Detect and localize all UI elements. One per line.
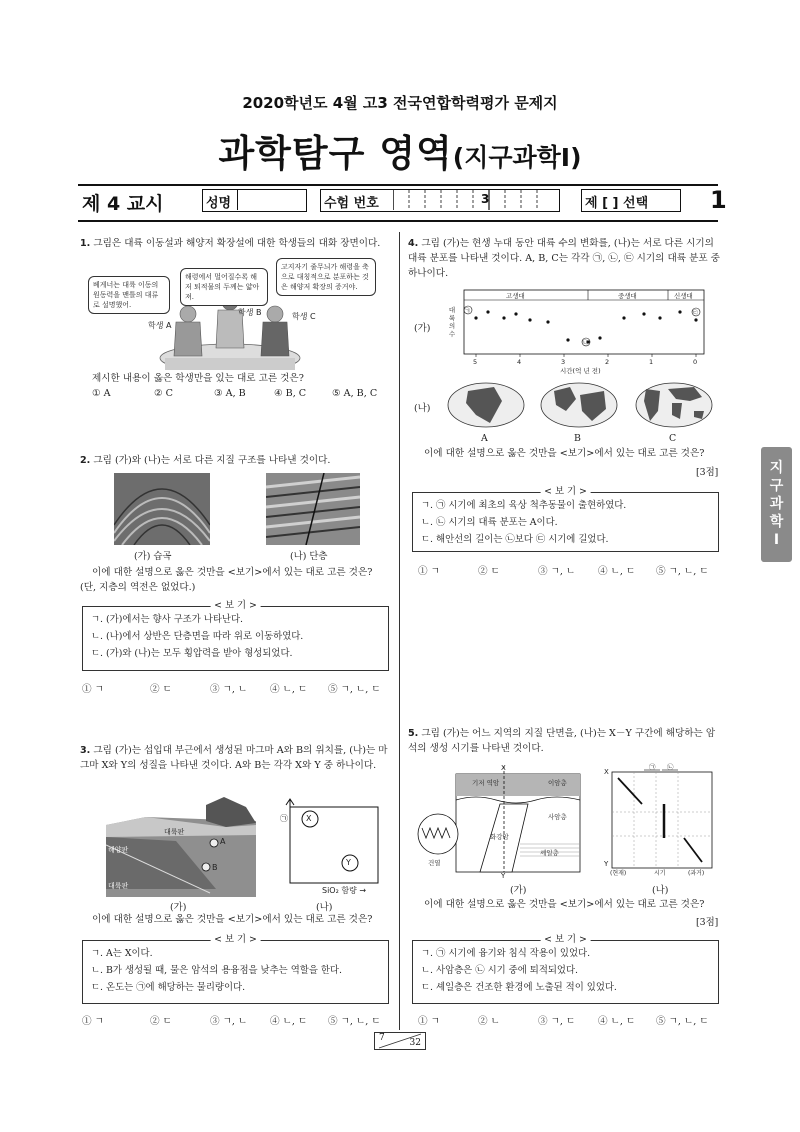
- q1-option-2[interactable]: ② C: [154, 388, 173, 399]
- q5-option-1[interactable]: ① ㄱ: [418, 1016, 440, 1027]
- q3-option-3[interactable]: ③ ㄱ, ㄴ: [210, 1016, 248, 1027]
- page-total: 32: [409, 1038, 421, 1048]
- q3-continent-plate: 대륙판: [108, 882, 129, 890]
- q2-caption-b: (나) 단층: [290, 551, 328, 562]
- q1-bubble-a: 베게너는 대륙 이동의 원동력을 맨틀의 대류로 설명했어.: [88, 276, 170, 314]
- q3-axis-circle: ㉠: [280, 814, 288, 823]
- q1-figure: [80, 258, 380, 370]
- q3-option-4[interactable]: ④ ㄴ, ㄷ: [270, 1016, 308, 1027]
- q1-student-b: 학생 B: [238, 308, 262, 317]
- q1-options: [92, 388, 377, 399]
- q4-mark-3: ㉢: [692, 310, 699, 317]
- q3-bogi-3: ㄷ. 온도는 ㉠에 해당하는 물리량이다.: [91, 982, 246, 993]
- q4-score: [3점]: [696, 467, 719, 478]
- q5-bogi-3: ㄷ. 셰일층은 건조한 환경에 노출된 적이 있었다.: [421, 982, 617, 993]
- q4-label-a: (가): [414, 323, 431, 334]
- q3-bogi-1: ㄱ. A는 X이다.: [91, 948, 153, 959]
- q5-option-5[interactable]: ⑤ ㄱ, ㄴ, ㄷ: [656, 1016, 709, 1027]
- q4-bogi-box: [412, 486, 719, 552]
- q5-sediment: 기저 역암: [472, 779, 500, 787]
- q1-option-5[interactable]: ⑤ A, B, C: [332, 388, 378, 399]
- q4-bogi-2: ㄴ. ㉡ 시기의 대륙 분포는 A이다.: [421, 517, 558, 528]
- q4-stem: [408, 236, 722, 281]
- q2-option-3[interactable]: ③ ㄱ, ㄴ: [210, 684, 248, 695]
- q2-bogi-2: ㄴ. (나)에서 상반은 단층면을 따라 위로 이동하였다.: [91, 631, 304, 642]
- q4-bogi-3: ㄷ. 해안선의 길이는 ㉡보다 ㉢ 시기에 길었다.: [421, 534, 609, 545]
- page-number: 1: [710, 186, 727, 214]
- q4-era-cenozoic: 신생대: [674, 292, 693, 300]
- q5-sandstone: 사암층: [548, 813, 567, 821]
- q5-score: [3점]: [696, 917, 719, 928]
- q4-y-label: 대륙의 수: [448, 306, 456, 338]
- q1-option-1[interactable]: ① A: [92, 388, 111, 399]
- q5-caption-a: (가): [510, 885, 527, 896]
- side-char-1: 지: [769, 460, 784, 476]
- q3-caption-b: (나): [316, 902, 333, 913]
- q5-label-y: Y: [501, 872, 506, 880]
- q4-continent-maps: [446, 381, 716, 431]
- name-label: 성명: [206, 196, 232, 211]
- q5-stem: [408, 726, 722, 756]
- q4-map-a: A: [481, 433, 488, 444]
- q2-stem: [80, 453, 392, 468]
- q3-magma-a: A: [220, 837, 226, 846]
- subject-side-tab: [761, 447, 792, 562]
- q2-bogi-1: ㄱ. (가)에서는 향사 구조가 나타난다.: [91, 614, 243, 625]
- q3-figure-a: [106, 797, 256, 897]
- q2-question: 이에 대한 설명으로 옳은 것만을 <보기>에서 있는 대로 고른 것은?: [92, 567, 373, 578]
- q4-option-3[interactable]: ③ ㄱ, ㄴ: [538, 566, 576, 577]
- q4-tick-3: 3: [561, 358, 566, 366]
- page-counter: [374, 1032, 426, 1050]
- q4-stem-text: 그림 (가)는 현생 누대 동안 대륙 수의 변화를, (나)는 서로 다른 시기의 대륙 분포를 나타낸 것이다. A, B, C는 각각 ㉠, ㉡, ㉢ 시기의 대륙 분포 중 하나이다.: [408, 238, 720, 279]
- q2-stem-text: 그림 (가)와 (나)는 서로 다른 지질 구조를 나타낸 것이다.: [93, 455, 331, 466]
- page-current: 7: [379, 1033, 385, 1043]
- subject-title: [0, 123, 800, 177]
- q2-bogi-3: ㄷ. (가)와 (나)는 모두 횡압력을 받아 형성되었다.: [91, 648, 293, 659]
- q5-bogi-2: ㄴ. 사암층은 ㉡ 시기 중에 퇴적되었다.: [421, 965, 579, 976]
- q1-option-4[interactable]: ④ B, C: [274, 388, 307, 399]
- q2-note: (단, 지층의 역전은 없었다.): [80, 582, 196, 593]
- q1-option-3[interactable]: ③ A, B: [214, 388, 246, 399]
- q3-stem-text: 그림 (가)는 섭입대 부근에서 생성된 마그마 A와 B의 위치를, (나)는 마그마 X와 Y의 성질을 나타낸 것이다. A와 B는 각각 X와 Y 중 하나이다.: [80, 745, 388, 771]
- q5-label-x: X: [501, 764, 506, 772]
- q3-ocean-plate: 해양판: [108, 846, 129, 854]
- q1-student-c: 학생 C: [292, 312, 316, 321]
- q5-options: [418, 1013, 709, 1027]
- q3-options: [82, 1013, 381, 1027]
- q4-bogi-title: < 보 기 >: [540, 486, 591, 498]
- q5-bogi-title: < 보 기 >: [540, 934, 591, 946]
- q3-bogi-title: < 보 기 >: [210, 934, 261, 946]
- q5-mudcrack: 건열: [428, 859, 441, 867]
- q3-label-y: Y: [346, 858, 351, 867]
- q1-bubble-b: 해령에서 멀어질수록 해저 퇴적물의 두께는 얇아져.: [180, 268, 268, 306]
- q3-continental-crust: 대륙판: [164, 828, 185, 836]
- q3-label-x: X: [306, 814, 312, 823]
- name-box[interactable]: [202, 189, 307, 212]
- q5-caption-b: (나): [652, 885, 669, 896]
- choice-box[interactable]: [581, 189, 681, 212]
- side-char-4: 학: [769, 514, 784, 530]
- q3-stem: [80, 743, 392, 773]
- q5-period-1: ㉠: [649, 763, 656, 771]
- q2-bogi-box: [82, 600, 389, 671]
- q5-age-graph: [604, 764, 716, 878]
- q2-option-5[interactable]: ⑤ ㄱ, ㄴ, ㄷ: [328, 684, 381, 695]
- session-label: 제 4 교시: [82, 193, 164, 215]
- q5-shale: 셰일층: [540, 849, 559, 857]
- q5-option-2[interactable]: ② ㄴ: [478, 1016, 500, 1027]
- q2-option-1[interactable]: ① ㄱ: [82, 684, 104, 695]
- q5-graph-x: X: [604, 768, 609, 776]
- q5-axis-time: 시기: [654, 870, 666, 877]
- q2-bogi-title: < 보 기 >: [210, 600, 261, 612]
- q4-bogi-1: ㄱ. ㉠ 시기에 최초의 육상 척추동물이 출현하였다.: [421, 500, 627, 511]
- q3-bogi-2: ㄴ. B가 생성될 때, 물은 암석의 용융점을 낮추는 역할을 한다.: [91, 965, 342, 976]
- header-bar: [78, 186, 727, 216]
- exam-number-cells: [393, 190, 559, 210]
- q4-options: [418, 563, 709, 577]
- side-char-2: 구: [769, 478, 784, 494]
- q4-map-c: C: [669, 433, 677, 444]
- q5-number: 5.: [408, 728, 419, 739]
- q2-option-2[interactable]: ② ㄷ: [150, 684, 172, 695]
- q3-magma-b: B: [212, 863, 218, 872]
- q4-x-label: 시간(억 년 전): [560, 367, 601, 375]
- q4-option-2[interactable]: ② ㄷ: [478, 566, 500, 577]
- q4-tick-0: 0: [693, 358, 698, 366]
- column-divider: [399, 232, 400, 1030]
- header-bottom-rule: [78, 220, 718, 222]
- q5-figure-b: [604, 764, 716, 878]
- q5-option-4[interactable]: ④ ㄴ, ㄷ: [598, 1016, 636, 1027]
- q4-mark-2: ㉡: [582, 340, 589, 347]
- q4-option-5[interactable]: ⑤ ㄱ, ㄴ, ㄷ: [656, 566, 709, 577]
- q4-tick-4: 4: [517, 358, 522, 366]
- exam-number-box[interactable]: [320, 189, 560, 212]
- q4-label-b: (나): [414, 403, 431, 414]
- q4-tick-5: 5: [473, 358, 478, 366]
- q5-option-3[interactable]: ③ ㄱ, ㄷ: [538, 1016, 576, 1027]
- subject-main: 과학탐구 영역: [218, 132, 453, 175]
- q5-period-2: ㉡: [667, 763, 674, 771]
- q5-bogi-box: [412, 934, 719, 1004]
- q4-era-paleozoic: 고생대: [506, 292, 525, 300]
- q4-option-1[interactable]: ① ㄱ: [418, 566, 440, 577]
- q3-option-5[interactable]: ⑤ ㄱ, ㄴ, ㄷ: [328, 1016, 381, 1027]
- q1-student-a: 학생 A: [148, 321, 172, 330]
- q4-mark-1: ㉠: [464, 308, 471, 315]
- subject-sub: (지구과학Ⅰ): [452, 143, 582, 172]
- q3-axis-x: SiO₂ 함량 →: [322, 886, 367, 895]
- q3-magma-graph: [276, 797, 386, 889]
- q2-fold-photo: [114, 473, 210, 545]
- q5-question: 이에 대한 설명으로 옳은 것만을 <보기>에서 있는 대로 고른 것은?: [424, 899, 705, 910]
- side-char-3: 과: [769, 496, 784, 512]
- q3-subduction-block: [106, 797, 256, 897]
- q4-tick-2: 2: [605, 358, 610, 366]
- q4-question: 이에 대한 설명으로 옳은 것만을 <보기>에서 있는 대로 고른 것은?: [424, 448, 705, 459]
- q2-number: 2.: [80, 455, 91, 466]
- q5-granite: 화강암: [490, 833, 509, 841]
- q5-mudstone: 이암층: [548, 779, 567, 787]
- q1-stem-text: 그림은 대륙 이동설과 해양저 확장설에 대한 학생들의 대화 장면이다.: [93, 238, 381, 249]
- q1-stem: [80, 236, 392, 251]
- exam-number-digit: 3: [481, 192, 490, 206]
- q4-number: 4.: [408, 238, 419, 249]
- q2-options: [82, 681, 381, 695]
- q1-bubble-c: 고지자기 줄무늬가 해령을 축으로 대칭적으로 분포하는 것은 해양저 확장의 증거야.: [276, 258, 376, 296]
- q5-stem-text: 그림 (가)는 어느 지역의 지질 단면을, (나)는 X－Y 구간에 해당하는 암석의 생성 시기를 나타낸 것이다.: [408, 728, 716, 754]
- q5-figure-a: [416, 764, 586, 880]
- q5-axis-now: (현재): [610, 870, 627, 877]
- q3-figure-b: [276, 797, 386, 895]
- q4-continent-count-graph: [448, 288, 710, 376]
- q3-number: 3.: [80, 745, 91, 756]
- q3-bogi-box: [82, 934, 389, 1004]
- q3-option-1[interactable]: ① ㄱ: [82, 1016, 104, 1027]
- q4-map-b: B: [574, 433, 581, 444]
- q1-question: 제시한 내용이 옳은 학생만을 있는 대로 고른 것은?: [92, 373, 304, 384]
- q5-bogi-1: ㄱ. ㉠ 시기에 융기와 침식 작용이 있었다.: [421, 948, 591, 959]
- q4-era-mesozoic: 중생대: [618, 292, 637, 300]
- q2-option-4[interactable]: ④ ㄴ, ㄷ: [270, 684, 308, 695]
- q1-number: 1.: [80, 238, 91, 249]
- q3-option-2[interactable]: ② ㄷ: [150, 1016, 172, 1027]
- exam-title: 2020학년도 4월 고3 전국연합학력평가 문제지: [242, 94, 558, 112]
- q3-caption-a: (가): [170, 902, 187, 913]
- side-char-5: Ⅰ: [773, 532, 780, 548]
- q3-question: 이에 대한 설명으로 옳은 것만을 <보기>에서 있는 대로 고른 것은?: [92, 914, 373, 925]
- choice-label: 제 [ ] 선택: [585, 196, 649, 211]
- q4-option-4[interactable]: ④ ㄴ, ㄷ: [598, 566, 636, 577]
- q2-fault-photo: [266, 473, 360, 545]
- q5-graph-y: Y: [604, 860, 609, 868]
- q4-tick-1: 1: [649, 358, 654, 366]
- exam-number-label: 수험 번호: [324, 196, 379, 211]
- q5-axis-past: (과거): [688, 870, 705, 877]
- q2-caption-a: (가) 습곡: [134, 551, 172, 562]
